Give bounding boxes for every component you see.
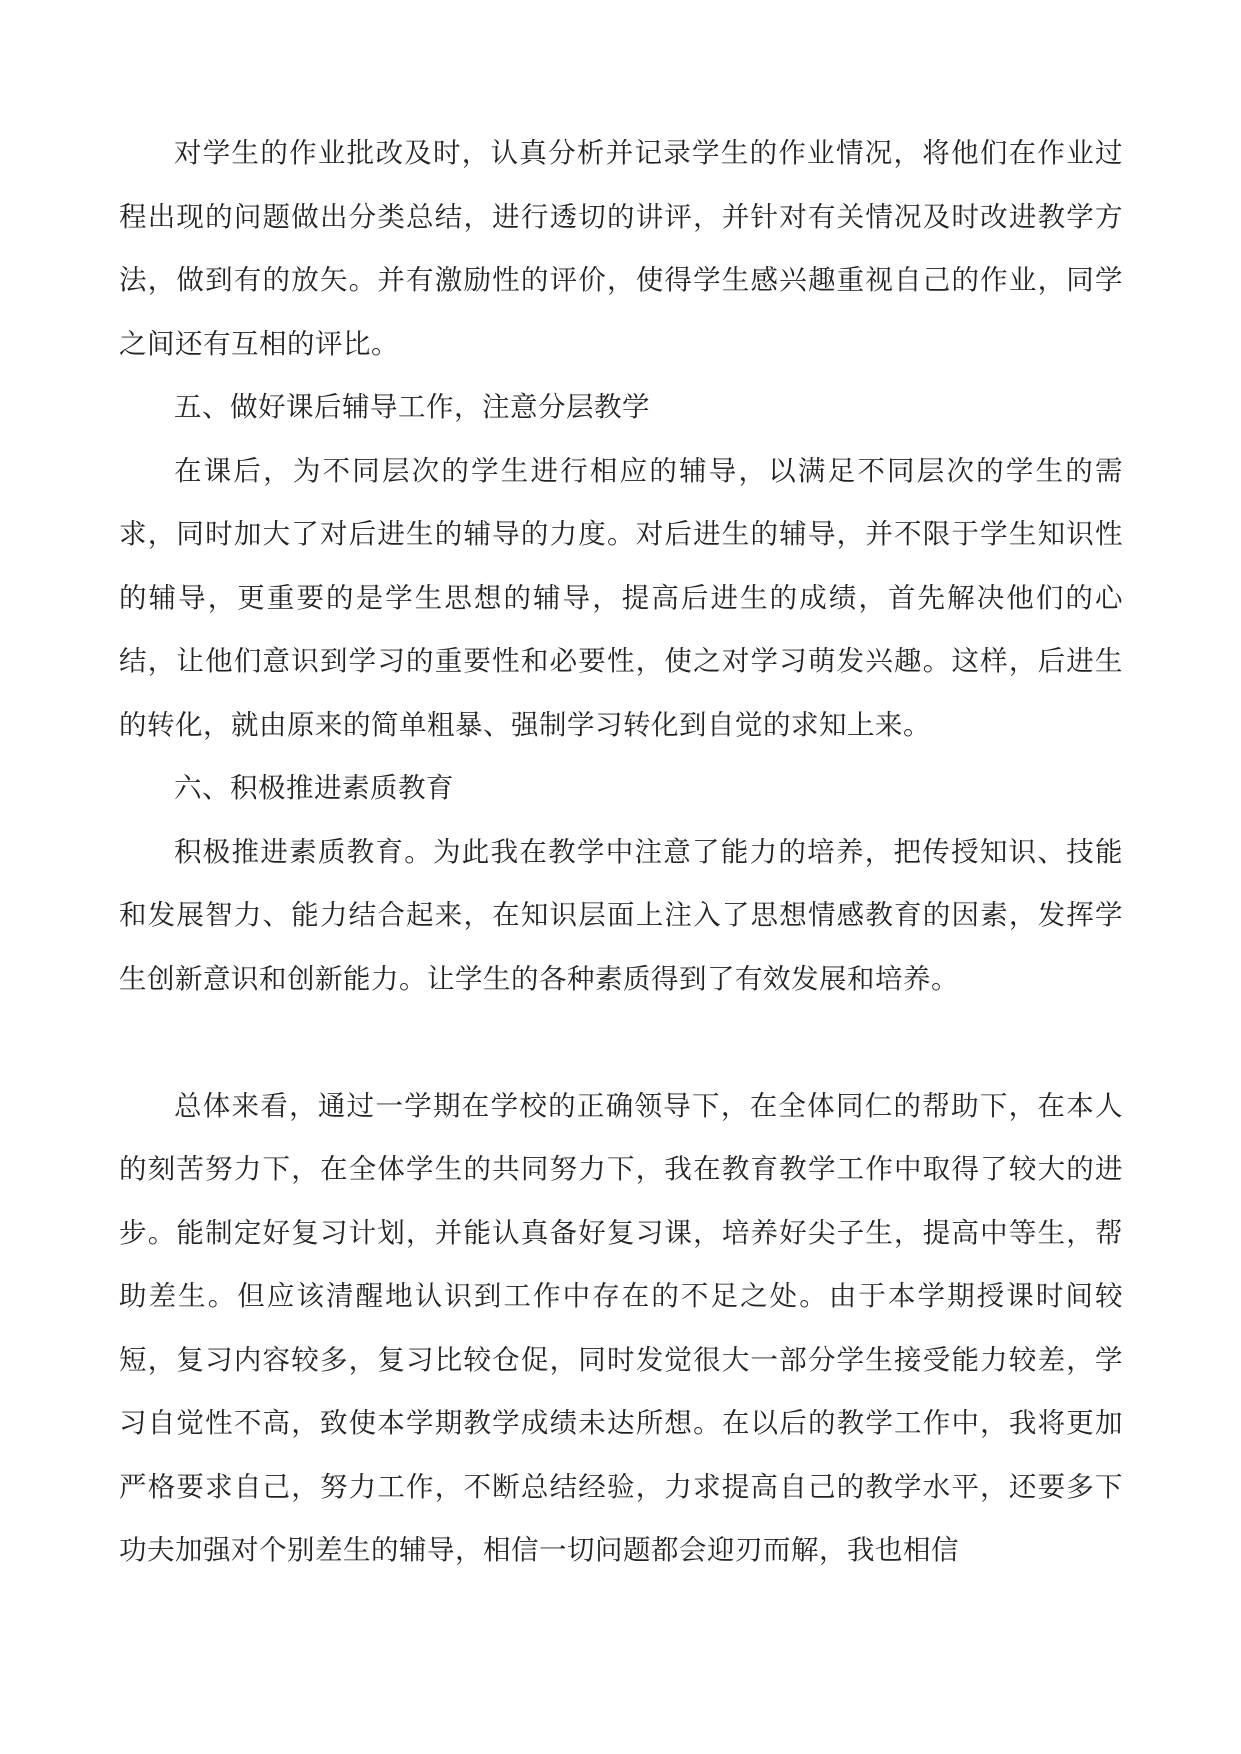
section-heading-quality-education: 六、积极推进素质教育 (174, 772, 454, 804)
paragraph-homework-grading: 对学生的作业批改及时，认真分析并记录学生的作业情况，将他们在作业过程出现的问题做出分类总结，进行透切的讲评，并针对有关情况及时改进教学方法，做到有的放矢。并有激励性的评价，使得学生感兴趣重视自己的作业，同学之间还有互相的评比。 (119, 137, 1123, 360)
paragraph-spacer (119, 1011, 1123, 1075)
document-body (119, 122, 1123, 1583)
paragraph-tutoring: 在课后，为不同层次的学生进行相应的辅导，以满足不同层次的学生的需求，同时加大了对后进生的辅导的力度。对后进生的辅导，并不限于学生知识性的辅导，更重要的是学生思想的辅导，提高后进生的成绩，首先解决他们的心结，让他们意识到学习的重要性和必要性，使之对学习萌发兴趣。这样，后进生的转化，就由原来的简单粗暴、强制学习转化到自觉的求知上来。 (119, 454, 1123, 741)
paragraph-summary: 总体来看，通过一学期在学校的正确领导下，在全体同仁的帮助下，在本人的刻苦努力下，在全体学生的共同努力下，我在教育教学工作中取得了较大的进步。能制定好复习计划，并能认真备好复习课，培养好尖子生，提高中等生，帮助差生。但应该清醒地认识到工作中存在的不足之处。由于本学期授课时间较短，复习内容较多，复习比较仓促，同时发觉很大一部分学生接受能力较差，学习自觉性不高，致使本学期教学成绩未达所想。在以后的教学工作中，我将更加严格要求自己，努力工作，不断总结经验，力求提高自己的教学水平，还要多下功夫加强对个别差生的辅导，相信一切问题都会迎刃而解，我也相信 (119, 1089, 1123, 1566)
section-heading-tutoring: 五、做好课后辅导工作，注意分层教学 (174, 391, 650, 423)
paragraph-quality-education: 积极推进素质教育。为此我在教学中注意了能力的培养，把传授知识、技能和发展智力、能力结合起来，在知识层面上注入了思想情感教育的因素，发挥学生创新意识和创新能力。让学生的各种素质得到了有效发展和培养。 (119, 835, 1123, 995)
